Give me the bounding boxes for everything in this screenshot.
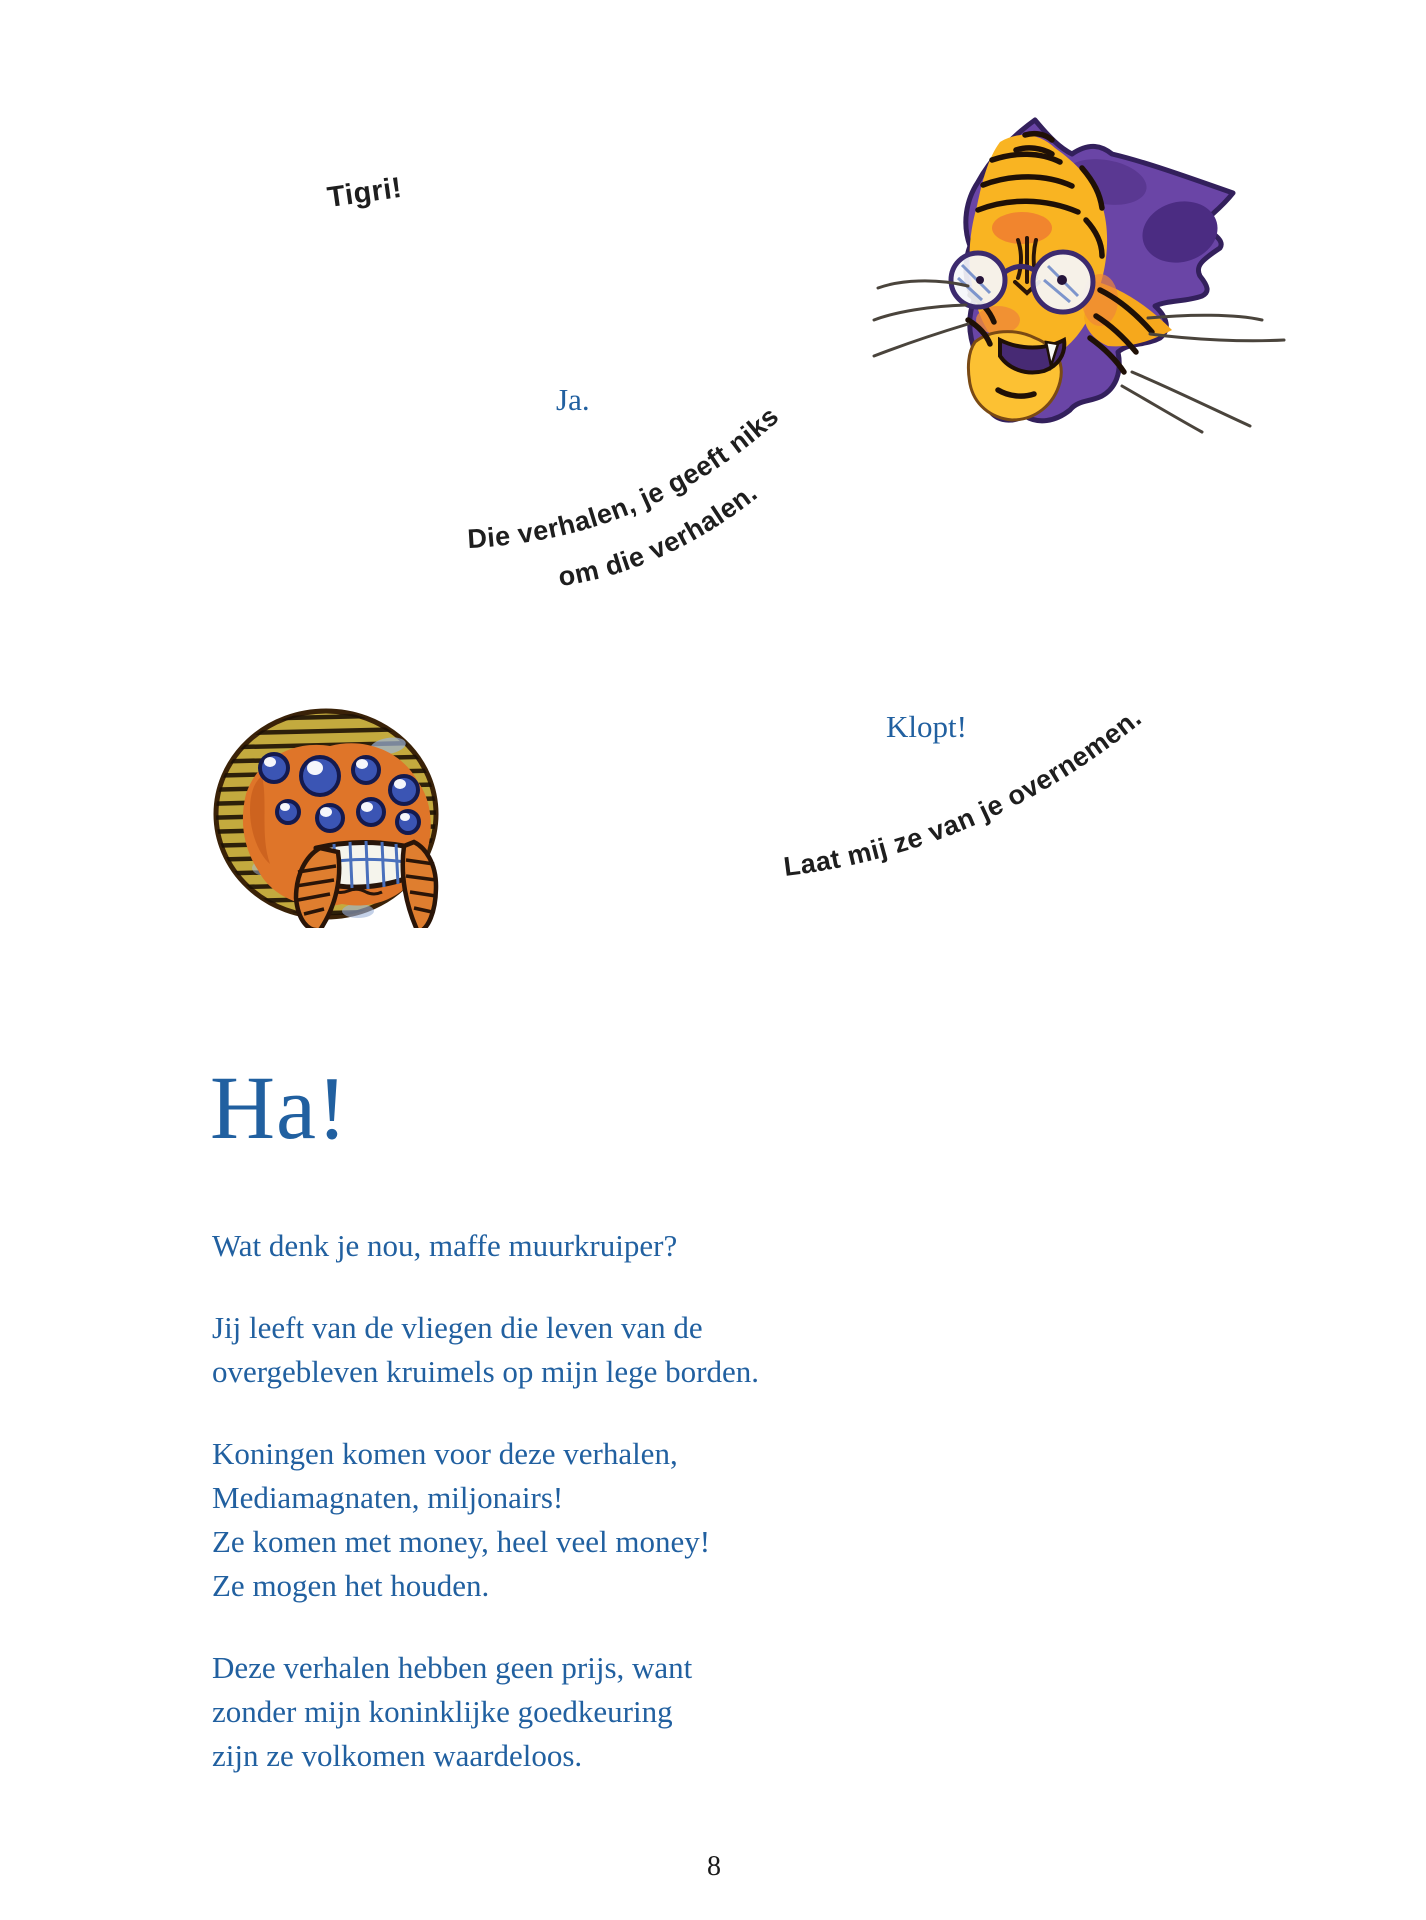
poem-line: Wat denk je nou, maffe muurkruiper? (212, 1228, 678, 1263)
poem-line: zonder mijn koninklijke goedkeuring (212, 1694, 673, 1729)
speech-laat-mij: Laat mij ze van je overnemen. (781, 702, 1148, 883)
poem-line: Koningen komen voor deze verhalen, (212, 1436, 678, 1471)
poem-line: overgebleven kruimels op mijn lege borden. (212, 1354, 759, 1389)
poem-stanza (212, 1306, 759, 1394)
spider-illustration (208, 706, 450, 928)
page-number: 8 (707, 1851, 721, 1882)
poem-stanza (212, 1646, 759, 1778)
speech-tigri: Tigri! (325, 171, 405, 215)
speech-ja: Ja. (556, 382, 590, 417)
speech-klopt: Klopt! (886, 709, 967, 744)
poem-stanza (212, 1224, 759, 1268)
poem-heading: Ha! (210, 1059, 348, 1158)
tiger-illustration (850, 90, 1320, 460)
poem-line: Ze komen met money, heel veel money! (212, 1524, 711, 1559)
poem-line: Mediamagnaten, miljonairs! (212, 1480, 564, 1515)
poem-line: Deze verhalen hebben geen prijs, want (212, 1650, 693, 1685)
speech-die-verhalen-line1: Die verhalen, je geeft niks (466, 400, 785, 555)
poem (212, 1224, 759, 1816)
poem-stanza (212, 1432, 759, 1608)
poem-line: Jij leeft van de vliegen die leven van de (212, 1310, 703, 1345)
speech-die-verhalen-line2: om die verhalen. (556, 477, 763, 593)
poem-line: zijn ze volkomen waardeloos. (212, 1738, 583, 1773)
poem-line: Ze mogen het houden. (212, 1568, 490, 1603)
